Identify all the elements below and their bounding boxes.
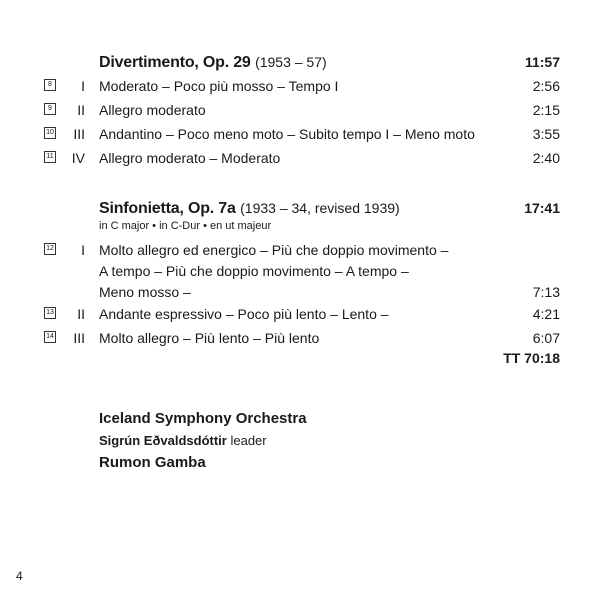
track-number-box: 8 <box>44 79 56 91</box>
total-time: TT 70:18 <box>503 350 560 366</box>
track-number-box: 12 <box>44 243 56 255</box>
work-title: Divertimento, Op. 29 <box>99 54 251 71</box>
movement-duration: 6:07 <box>532 330 560 346</box>
movement-numeral: III <box>73 126 85 142</box>
movement-title-line: A tempo – Più che doppio movimento – A tempo – <box>99 263 409 279</box>
leader-credit <box>99 431 267 451</box>
movement-title: Moderato – Poco più mosso – Tempo I <box>99 78 339 94</box>
orchestra-name: Iceland Symphony Orchestra <box>99 410 307 427</box>
page-number: 4 <box>16 569 23 583</box>
work-key-subtitle: in C major • in C-Dur • en ut majeur <box>99 220 272 232</box>
movement-numeral: II <box>77 102 85 118</box>
work-dates: (1933 – 34, revised 1939) <box>240 200 400 216</box>
movement-title: Andantino – Poco meno moto – Subito tempo I – Meno moto <box>99 126 475 142</box>
movement-duration: 2:56 <box>532 78 560 94</box>
track-number-box: 13 <box>44 307 56 319</box>
track-number-box: 10 <box>44 127 56 139</box>
work-total-duration: 11:57 <box>524 54 560 70</box>
movement-numeral: III <box>73 330 85 346</box>
movement-duration: 2:40 <box>532 150 560 166</box>
work-title-sinfonietta <box>99 198 400 219</box>
conductor-name: Rumon Gamba <box>99 454 206 471</box>
movement-title-line: Molto allegro ed energico – Più che doppio movimento – <box>99 242 449 258</box>
movement-title: Allegro moderato – Moderato <box>99 150 281 166</box>
work-title-divertimento <box>99 52 327 73</box>
leader-name: Sigrún Eðvaldsdóttir <box>99 433 227 448</box>
work-dates: (1953 – 57) <box>255 54 327 70</box>
movement-duration: 2:15 <box>532 102 560 118</box>
work-title: Sinfonietta, Op. 7a <box>99 200 236 217</box>
movement-numeral: IV <box>71 150 85 166</box>
movement-numeral: I <box>81 78 85 94</box>
track-number-box: 11 <box>44 151 56 163</box>
leader-role: leader <box>230 433 267 448</box>
movement-numeral: II <box>77 306 85 322</box>
track-number-box: 9 <box>44 103 56 115</box>
movement-duration: 3:55 <box>532 126 560 142</box>
movement-duration: 4:21 <box>532 306 560 322</box>
movement-title-line: Meno mosso – <box>99 284 191 300</box>
movement-title: Allegro moderato <box>99 102 206 118</box>
work-total-duration: 17:41 <box>524 200 560 216</box>
movement-numeral: I <box>81 242 85 258</box>
track-number-box: 14 <box>44 331 56 343</box>
movement-title: Andante espressivo – Poco più lento – Lento – <box>99 306 389 322</box>
movement-duration: 7:13 <box>532 284 560 300</box>
movement-title: Molto allegro – Più lento – Più lento <box>99 330 320 346</box>
